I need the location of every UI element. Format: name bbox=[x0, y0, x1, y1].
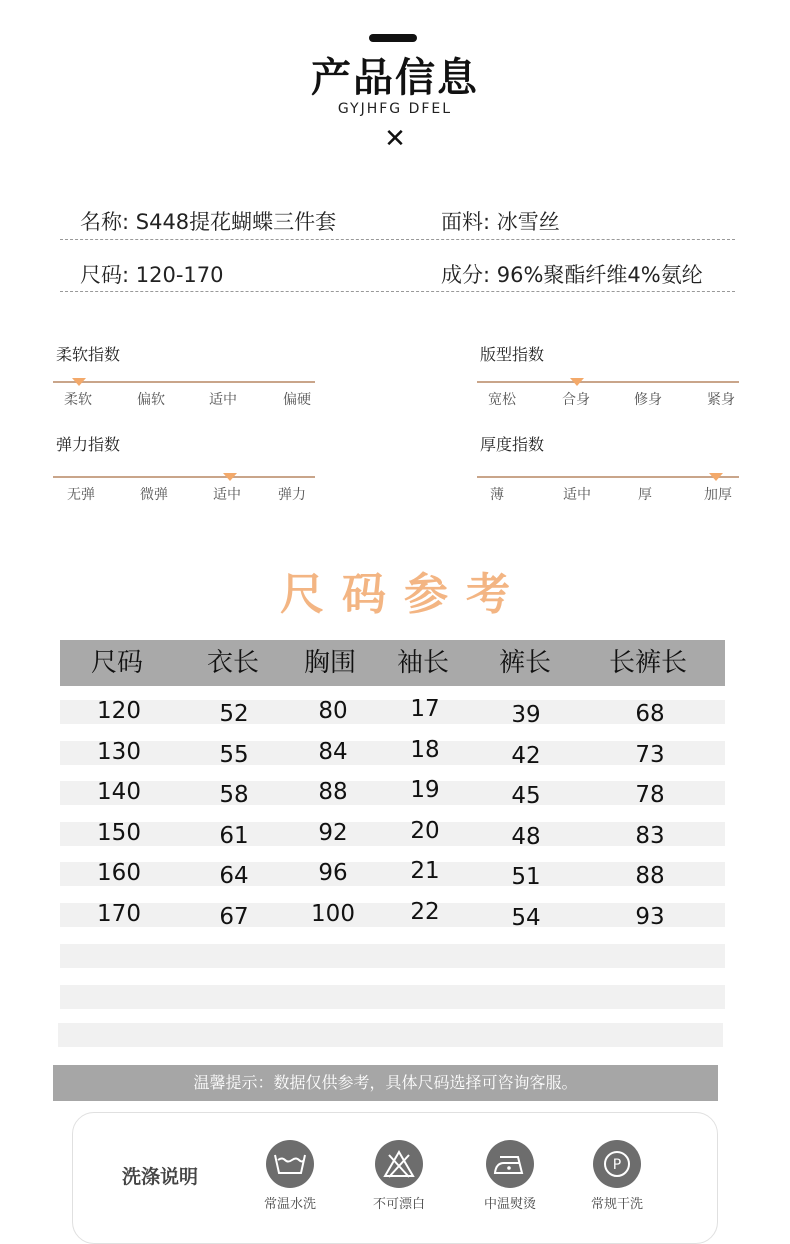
wash-label: 不可漂白 bbox=[372, 1197, 425, 1212]
fit-tick: 修身 bbox=[634, 392, 662, 408]
table-cell: 84 bbox=[318, 739, 348, 765]
table-cell: 17 bbox=[410, 696, 440, 722]
table-cell: 150 bbox=[97, 820, 141, 846]
elasticity-index-marker bbox=[223, 473, 237, 481]
softness-index-label: 柔软指数 bbox=[56, 345, 121, 364]
table-cell: 22 bbox=[410, 899, 440, 925]
table-cell: 170 bbox=[97, 901, 141, 927]
table-cell: 88 bbox=[318, 779, 348, 805]
no-bleach-icon bbox=[375, 1140, 423, 1188]
column-header: 裤长 bbox=[498, 648, 551, 678]
table-cell: 88 bbox=[635, 863, 665, 889]
table-row-empty bbox=[60, 985, 725, 1009]
thickness-index-scale bbox=[477, 476, 739, 478]
table-cell: 39 bbox=[511, 702, 541, 728]
elasticity-tick: 无弹 bbox=[67, 487, 95, 503]
table-cell: 64 bbox=[219, 863, 249, 889]
fit-index-label: 版型指数 bbox=[480, 345, 545, 364]
header-bar-decoration bbox=[369, 34, 417, 42]
elasticity-tick: 弹力 bbox=[278, 487, 306, 503]
table-cell: 80 bbox=[318, 698, 348, 724]
wash-label: 常规干洗 bbox=[590, 1197, 643, 1212]
thickness-tick: 薄 bbox=[490, 487, 504, 503]
table-cell: 120 bbox=[97, 698, 141, 724]
divider bbox=[60, 291, 735, 292]
table-cell: 130 bbox=[97, 739, 141, 765]
column-header: 袖长 bbox=[396, 648, 449, 678]
elasticity-tick: 微弹 bbox=[140, 487, 168, 503]
page-title: 产品信息 bbox=[311, 55, 479, 101]
wash-label: 常温水洗 bbox=[263, 1197, 316, 1212]
table-cell: 140 bbox=[97, 779, 141, 805]
column-header: 长裤长 bbox=[608, 648, 687, 678]
softness-tick: 偏硬 bbox=[283, 392, 311, 408]
table-cell: 42 bbox=[511, 743, 541, 769]
fit-tick: 合身 bbox=[562, 392, 590, 408]
iron-icon bbox=[486, 1140, 534, 1188]
softness-index-scale bbox=[53, 381, 315, 383]
washing-instructions-title: 洗涤说明 bbox=[122, 1166, 199, 1188]
column-header: 衣长 bbox=[206, 648, 259, 678]
fit-index-marker bbox=[570, 378, 584, 386]
size-reference-title: 尺码参考 bbox=[280, 569, 528, 620]
table-cell: 93 bbox=[635, 904, 665, 930]
dry-clean-icon bbox=[593, 1140, 641, 1188]
size-table-header bbox=[60, 640, 725, 686]
elasticity-tick: 适中 bbox=[213, 487, 241, 503]
product-composition: 成分: 96%聚酯纤维4%氨纶 bbox=[441, 263, 703, 287]
softness-index-marker bbox=[72, 378, 86, 386]
wash-tub-icon bbox=[266, 1140, 314, 1188]
table-cell: 52 bbox=[219, 701, 249, 727]
elasticity-index-label: 弹力指数 bbox=[56, 435, 121, 454]
thickness-tick: 适中 bbox=[563, 487, 591, 503]
divider bbox=[60, 239, 735, 240]
table-cell: 92 bbox=[318, 820, 348, 846]
table-cell: 160 bbox=[97, 860, 141, 886]
table-cell: 58 bbox=[219, 782, 249, 808]
table-row-empty bbox=[58, 1023, 723, 1047]
table-cell: 78 bbox=[635, 782, 665, 808]
cross-icon: ✕ bbox=[384, 124, 406, 154]
product-fabric: 面料: 冰雪丝 bbox=[441, 210, 560, 234]
product-size-range: 尺码: 120-170 bbox=[80, 263, 224, 287]
thickness-index-label: 厚度指数 bbox=[480, 435, 545, 454]
table-cell: 83 bbox=[635, 823, 665, 849]
table-cell: 55 bbox=[219, 742, 249, 768]
table-cell: 67 bbox=[219, 904, 249, 930]
table-cell: 18 bbox=[410, 737, 440, 763]
softness-tick: 偏软 bbox=[137, 392, 165, 408]
thickness-index-marker bbox=[709, 473, 723, 481]
table-cell: 73 bbox=[635, 742, 665, 768]
column-header: 尺码 bbox=[90, 648, 143, 678]
table-row-empty bbox=[60, 944, 725, 968]
table-cell: 19 bbox=[410, 777, 440, 803]
wash-label: 中温熨烫 bbox=[483, 1197, 536, 1212]
table-cell: 68 bbox=[635, 701, 665, 727]
table-cell: 21 bbox=[410, 858, 440, 884]
size-tip-banner: 温馨提示：数据仅供参考，具体尺码选择可咨询客服。 bbox=[53, 1065, 718, 1101]
fit-tick: 紧身 bbox=[707, 392, 735, 408]
column-header: 胸围 bbox=[303, 648, 356, 678]
table-cell: 96 bbox=[318, 860, 348, 886]
fit-tick: 宽松 bbox=[488, 392, 516, 408]
softness-tick: 适中 bbox=[209, 392, 237, 408]
table-cell: 45 bbox=[511, 783, 541, 809]
product-name: 名称: S448提花蝴蝶三件套 bbox=[80, 210, 337, 234]
table-cell: 20 bbox=[410, 818, 440, 844]
thickness-tick: 加厚 bbox=[704, 487, 732, 503]
table-cell: 54 bbox=[511, 905, 541, 931]
fit-index-scale bbox=[477, 381, 739, 383]
table-cell: 61 bbox=[219, 823, 249, 849]
table-cell: 100 bbox=[311, 901, 355, 927]
svg-text:P: P bbox=[612, 1157, 622, 1173]
table-cell: 51 bbox=[511, 864, 541, 890]
softness-tick: 柔软 bbox=[64, 392, 92, 408]
thickness-tick: 厚 bbox=[638, 487, 652, 503]
elasticity-index-scale bbox=[53, 476, 315, 478]
page-subtitle: GYJHFG DFEL bbox=[337, 101, 453, 117]
table-cell: 48 bbox=[511, 824, 541, 850]
